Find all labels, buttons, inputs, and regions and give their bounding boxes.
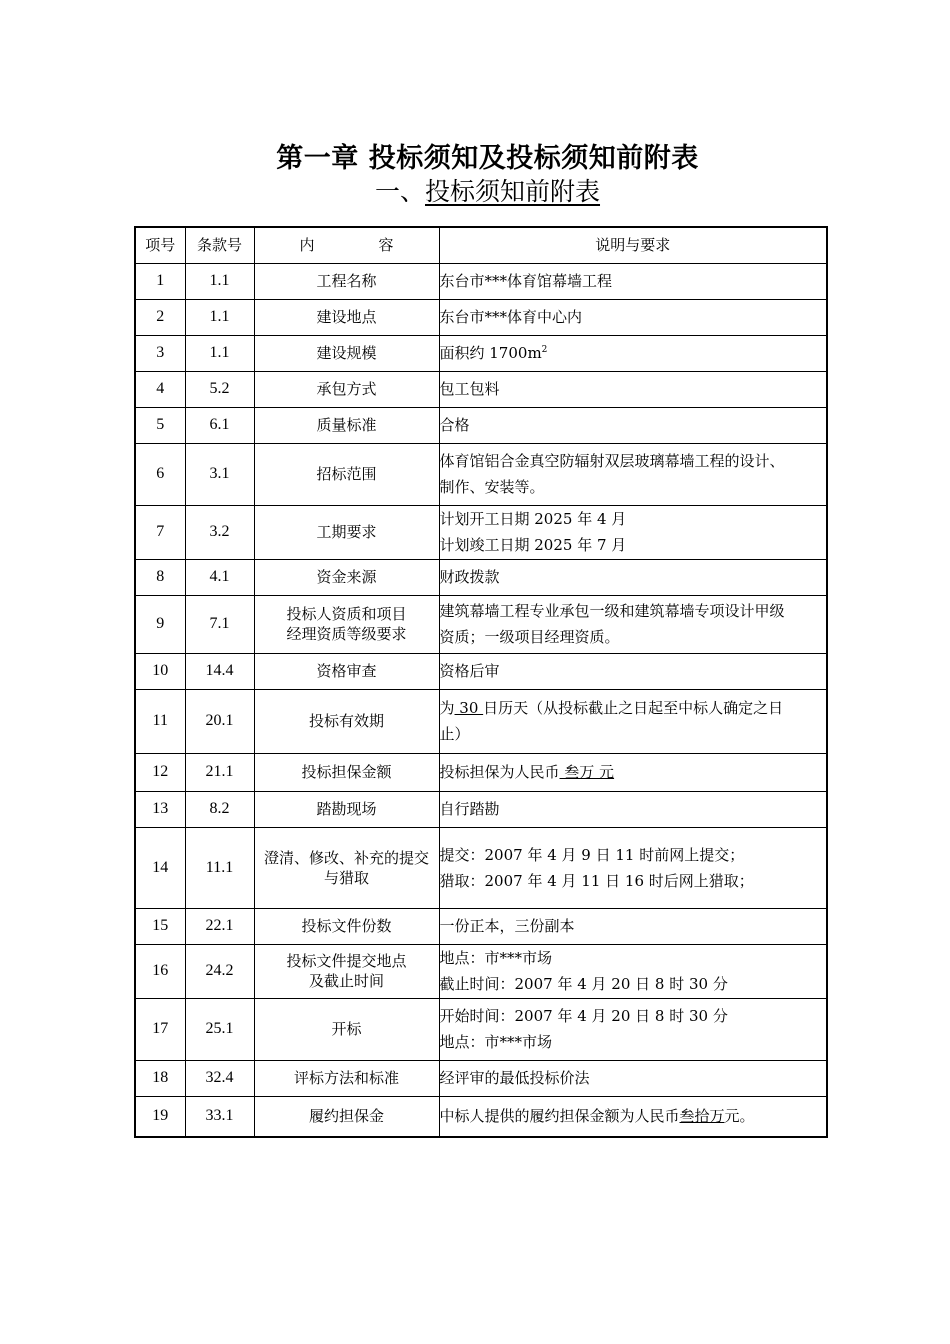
table-row [135, 827, 827, 908]
row-no: 12 [135, 753, 185, 791]
row-desc: 自行踏勘 [439, 791, 827, 827]
row-desc [439, 335, 827, 371]
row-desc: 财政拨款 [439, 559, 827, 595]
row-clause: 21.1 [185, 753, 254, 791]
row-clause: 5.2 [185, 371, 254, 407]
table-row [135, 299, 827, 335]
row-item-line1: 投标人资质和项目 [286, 605, 407, 623]
row-desc [439, 753, 827, 791]
row-desc-a: 为 [439, 699, 455, 717]
chapter-title: 第一章 投标须知及投标须知前附表 [276, 143, 699, 174]
row-no: 8 [135, 559, 185, 595]
row-desc-line2: 计划竣工日期 2025 年 7 月 [439, 536, 627, 554]
table-row [135, 1096, 827, 1137]
table-row [135, 505, 827, 559]
row-desc: 一份正本，三份副本 [439, 908, 827, 944]
table-row [135, 371, 827, 407]
table-row [135, 791, 827, 827]
row-clause: 25.1 [185, 998, 254, 1060]
row-no: 4 [135, 371, 185, 407]
table-row [135, 944, 827, 998]
table-row [135, 335, 827, 371]
row-item: 开标 [254, 998, 439, 1060]
row-desc [439, 443, 827, 505]
row-clause: 11.1 [185, 827, 254, 908]
row-item: 建设规模 [254, 335, 439, 371]
row-no: 9 [135, 595, 185, 653]
row-item [254, 827, 439, 908]
row-desc-a: 投标担保为人民币 [439, 763, 560, 781]
row-item [254, 944, 439, 998]
row-item: 建设地点 [254, 299, 439, 335]
row-desc-line2: 资质；一级项目经理资质。 [439, 628, 620, 646]
row-desc-a: 中标人提供的履约担保金额为人民币 [439, 1107, 680, 1126]
row-desc: 包工包料 [439, 371, 827, 407]
row-desc [439, 689, 827, 753]
section-title-main: 投标须知前附表 [425, 177, 601, 206]
row-item-line1: 澄清、修改、补充的提交 [263, 848, 429, 867]
row-item: 质量标准 [254, 407, 439, 443]
row-no: 2 [135, 299, 185, 335]
row-item-line2: 及截止时间 [308, 972, 384, 990]
row-no: 14 [135, 827, 185, 908]
header-no: 项号 [135, 227, 185, 263]
row-clause: 4.1 [185, 559, 254, 595]
row-desc-line2: 制作、安装等。 [439, 478, 545, 496]
row-desc-line2: 截止时间：2007 年 4 月 20 日 8 时 30 分 [439, 975, 728, 993]
superscript-2: 2 [541, 345, 548, 355]
row-desc-line1 [440, 695, 827, 721]
bid-notice-table [134, 226, 828, 1138]
row-desc: 东台市***体育馆幕墙工程 [439, 263, 827, 299]
table-row [135, 263, 827, 299]
row-no: 11 [135, 689, 185, 753]
row-desc-line1: 建筑幕墙工程专业承包一级和建筑幕墙专项设计甲级 [439, 602, 785, 620]
row-desc [439, 595, 827, 653]
row-no: 6 [135, 443, 185, 505]
row-item-line1: 投标文件提交地点 [286, 952, 407, 970]
row-desc-underlined: 30 [454, 699, 484, 717]
row-desc-line1: 地点：市***市场 [439, 949, 553, 967]
row-desc: 合格 [439, 407, 827, 443]
row-no: 13 [135, 791, 185, 827]
row-clause: 22.1 [185, 908, 254, 944]
row-item: 工期要求 [254, 505, 439, 559]
table-header-row [135, 227, 827, 263]
table-row [135, 595, 827, 653]
row-item: 资格审查 [254, 653, 439, 689]
row-clause: 24.2 [185, 944, 254, 998]
row-item: 投标文件份数 [254, 908, 439, 944]
row-clause: 3.2 [185, 505, 254, 559]
header-content [254, 227, 439, 263]
row-item: 招标范围 [254, 443, 439, 505]
table-row [135, 753, 827, 791]
row-desc-line1: 开始时间：2007 年 4 月 20 日 8 时 30 分 [439, 1007, 728, 1025]
row-item: 投标担保金额 [254, 753, 439, 791]
row-desc-line1: 提交：2007 年 4 月 9 日 11 时前网上提交； [439, 845, 745, 864]
row-item: 踏勘现场 [254, 791, 439, 827]
row-desc [439, 505, 827, 559]
table-row [135, 443, 827, 505]
row-clause: 3.1 [185, 443, 254, 505]
row-desc-b: 日历天（从投标截止之日起至中标人确定之日 [483, 699, 784, 717]
row-desc-b: 元。 [724, 1107, 755, 1126]
row-clause: 33.1 [185, 1096, 254, 1137]
row-clause: 1.1 [185, 335, 254, 371]
row-no: 1 [135, 263, 185, 299]
table-row [135, 407, 827, 443]
row-desc-line1: 体育馆铝合金真空防辐射双层玻璃幕墙工程的设计、 [439, 452, 785, 470]
row-item-line2: 与猎取 [323, 868, 369, 887]
row-clause: 8.2 [185, 791, 254, 827]
header-clause: 条款号 [185, 227, 254, 263]
row-no: 16 [135, 944, 185, 998]
row-clause: 1.1 [185, 299, 254, 335]
table-row [135, 998, 827, 1060]
row-item-line2: 经理资质等级要求 [286, 625, 407, 643]
row-desc: 资格后审 [439, 653, 827, 689]
row-clause: 6.1 [185, 407, 254, 443]
header-content-b: 容 [378, 236, 394, 255]
row-desc: 东台市***体育中心内 [439, 299, 827, 335]
table-row [135, 1060, 827, 1096]
row-no: 10 [135, 653, 185, 689]
section-title-prefix: 一、 [374, 177, 425, 206]
table-row [135, 653, 827, 689]
row-item: 资金来源 [254, 559, 439, 595]
row-item: 投标有效期 [254, 689, 439, 753]
header-desc: 说明与要求 [439, 227, 827, 263]
row-desc-text: 面积约 1700m [439, 344, 542, 362]
row-item: 评标方法和标准 [254, 1060, 439, 1096]
row-desc [439, 944, 827, 998]
row-desc: 经评审的最低投标价法 [439, 1060, 827, 1096]
table-row [135, 559, 827, 595]
row-no: 3 [135, 335, 185, 371]
header-content-a: 内 [299, 236, 315, 255]
row-desc-line2: 地点：市***市场 [439, 1033, 553, 1051]
row-desc-underlined: 叁万 元 [559, 763, 615, 781]
row-desc-underlined: 叁拾万 [679, 1107, 725, 1126]
row-clause: 1.1 [185, 263, 254, 299]
row-no: 7 [135, 505, 185, 559]
row-clause: 7.1 [185, 595, 254, 653]
section-title [0, 172, 950, 208]
row-clause: 14.4 [185, 653, 254, 689]
row-clause: 20.1 [185, 689, 254, 753]
row-item: 承包方式 [254, 371, 439, 407]
row-desc [439, 1096, 827, 1137]
row-desc-line1: 计划开工日期 2025 年 4 月 [439, 510, 627, 528]
row-no: 15 [135, 908, 185, 944]
row-clause: 32.4 [185, 1060, 254, 1096]
row-item: 履约担保金 [254, 1096, 439, 1137]
table-row [135, 689, 827, 753]
row-item [254, 595, 439, 653]
row-desc [439, 998, 827, 1060]
row-no: 17 [135, 998, 185, 1060]
row-no: 19 [135, 1096, 185, 1137]
row-no: 5 [135, 407, 185, 443]
row-desc [439, 827, 827, 908]
row-desc-line2: 猎取：2007 年 4 月 11 日 16 时后网上猎取； [439, 871, 754, 890]
row-item: 工程名称 [254, 263, 439, 299]
table-row [135, 908, 827, 944]
row-no: 18 [135, 1060, 185, 1096]
row-desc-line2: 止） [439, 725, 470, 743]
